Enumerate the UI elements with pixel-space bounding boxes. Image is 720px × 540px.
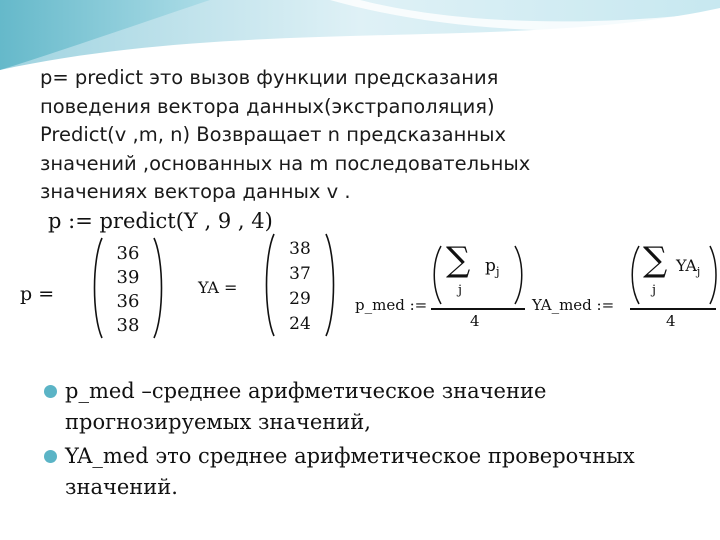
paragraph-line: поведения вектора данных(экстраполяция) [40,94,495,118]
ya-med-sum-index: j [652,283,657,298]
p-value: 36 [116,243,140,264]
bullet-dot-icon [44,450,57,463]
predict-assignment-formula: p := predict(Y , 9 , 4) [48,209,273,233]
p-value: 38 [116,315,140,336]
list-item [44,376,694,438]
ya-value: 37 [289,264,311,284]
p-value: 39 [116,267,140,288]
p-vector-values [111,242,145,338]
sigma-icon: ∑ [643,240,668,280]
paragraph-line: значениях вектора данных v . [40,180,351,203]
bullet-text: YA_med это среднее арифметическое проверочных значений. [65,444,635,499]
paragraph-line: значений ,основанных на m последовательных [40,151,531,175]
p-med-sum-subscript: j [495,264,500,279]
p-med-label: p_med := [355,296,428,314]
description-paragraph [40,64,700,207]
ya-med-sum-parentheses [628,244,720,306]
ya-vector-label: YA = [198,278,238,297]
p-vector-label: p = [20,283,55,305]
bullet-text: p_med –среднее арифметическое значение прогнозируемых значений, [65,379,547,434]
ya-value: 24 [289,314,311,334]
list-item [44,441,694,503]
ya-med-label: YA_med := [532,296,615,314]
ya-med-fraction-bar [630,308,716,310]
ya-vector-values [282,237,318,337]
ya-value: 38 [289,239,311,259]
p-med-denominator: 4 [470,312,480,330]
ya-med-denominator: 4 [666,312,676,330]
p-med-sum-parentheses [430,244,526,306]
bullet-dot-icon [44,385,57,398]
ya-med-sum-term: $YA_j$ [676,256,701,279]
p-value: 36 [116,291,140,312]
paragraph-line: p= predict это вызов функции предсказания [40,66,499,89]
p-med-sum-index: j [458,283,463,298]
ya-med-sum-subscript: j [696,265,701,279]
p-med-fraction-bar [431,308,525,310]
sigma-icon: ∑ [446,240,471,280]
ya-value: 29 [289,289,311,309]
bullet-list [44,376,694,506]
paragraph-line: Predict(v ,m, n) Возвращает n предсказанных [40,123,507,146]
p-med-sum-term: $p_j$ [485,256,500,279]
